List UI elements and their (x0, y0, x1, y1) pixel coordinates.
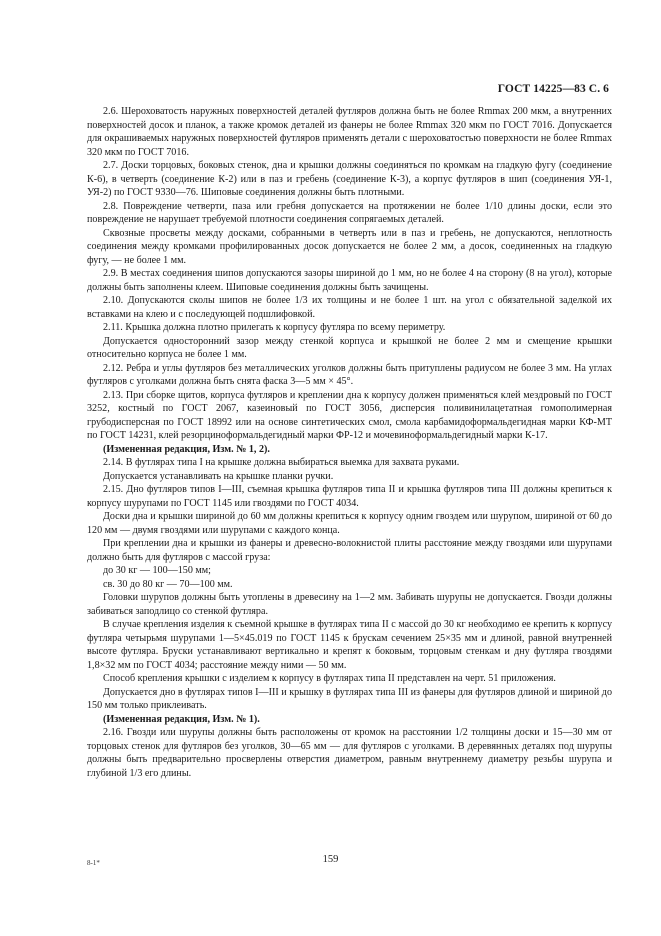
paragraph: 2.8. Повреждение четверти, паза или гребня допускается на протяжении не более 1/10 длины доски, если это повреждение не нарушает требуемой плотности соединения сопрягаемых деталей. (87, 200, 612, 225)
paragraph: Способ крепления крышки с изделием к корпусу в футлярах типа II представлен на черт. 51 приложения. (103, 673, 556, 684)
paragraph: Сквозные просветы между досками, собранными в четверть или в паз и гребень, не допускаются, неплотность соединения между кромками профилированных досок допускается не более 2 мм, а досок, соединенных на гладкую фугу, — не более 1 мм. (87, 227, 612, 266)
paragraph: Допускается односторонний зазор между стенкой корпуса и крышкой не более 2 мм и смещение крышки относительно корпуса не более 1 мм. (87, 335, 612, 360)
paragraph: 2.7. Доски торцовых, боковых стенок, дна и крышки должны соединяться по кромкам на гладкую фугу (соединение К-6), в четверть (соединение К-2) или в паз и гребень (соединение К-3), а корпус футляров в шип (соединения УЯ-1, УЯ-2) по ГОСТ 9330—76. Шиповые соединения должны быть плотными. (87, 160, 612, 198)
amendment-note: (Измененная редакция, Изм. № 1). (103, 713, 260, 725)
page-header: ГОСТ 14225—83 С. 6 (497, 83, 609, 95)
amendment-note: (Измененная редакция, Изм. № 1, 2). (103, 443, 270, 455)
paragraph: Допускается дно в футлярах типов I—III и крышку в футлярах типа III из фанеры для футляров длиной и шириной до 150 мм только приклеивать. (87, 686, 612, 711)
paragraph: до 30 кг — 100—150 мм; (103, 565, 211, 576)
paragraph: 2.6. Шероховатость наружных поверхностей деталей футляров должна быть не более Rmmax 200 мкм, а внутренних поверхностей досок и планок, а также кромок деталей из фанеры не более Rmmax 320 мкм по ГОСТ 7016. Допускается для окрашиваемых наружных поверхностей футляров применять детали с шероховатостью поверхности не более Rmmax 320 мкм по ГОСТ 7016. (87, 106, 612, 158)
paragraph: 2.9. В местах соединения шипов допускаются зазоры шириной до 1 мм, но не более 4 на сторону (8 на угол), которые должны быть заполнены клеем. Шиповые соединения должны быть зачищены. (87, 268, 612, 293)
paragraph: 2.12. Ребра и углы футляров без металлических уголков должны быть притуплены радиусом не более 3 мм. На углах футляров с уголками должна быть снята фаска 3—5 мм × 45°. (87, 362, 612, 387)
page-number: 159 (322, 854, 339, 865)
paragraph: 2.15. Дно футляров типов I—III, съемная крышка футляров типа II и крышка футляров типа III должны крепиться к корпусу шурупами по ГОСТ 1145 или гвоздями по ГОСТ 4034. (87, 484, 612, 509)
paragraph: 2.10. Допускаются сколы шипов не более 1/3 их толщины и не более 1 шт. на угол с обязательной заделкой их вставками на клею и с последующей подшлифовкой. (87, 295, 612, 320)
print-signature: 8-1* (87, 859, 100, 867)
paragraph: Головки шурупов должны быть утоплены в древесину на 1—2 мм. Забивать шурупы не допускается. Гвозди должны забиваться заподлицо со стенкой футляра. (87, 592, 612, 617)
paragraph: При креплении дна и крышки из фанеры и древесно-волокнистой плиты расстояние между гвоздями или шурупами должно быть для футляров с массой груза: (87, 538, 612, 563)
paragraph: Допускается устанавливать на крышке планки ручки. (103, 470, 334, 482)
paragraph: В случае крепления изделия к съемной крышке в футлярах типа II с массой до 30 кг необходимо ее крепить к корпусу футляра четырьмя шурупами 1—5×45.019 по ГОСТ 1145 к брускам сечением 25×35 мм и длиной, равной внутренней высоте футляра. Бруски устанавливают вертикально и крепят к боковым, торцовым стенкам и дну футляра гвоздями 1,8×32 мм по ГОСТ 4034; расстояние между ними — 50 мм. (87, 619, 612, 671)
paragraph: 2.14. В футлярах типа I на крышке должна выбираться выемка для захвата руками. (103, 457, 460, 468)
document-body (87, 105, 612, 780)
paragraph: св. 30 до 80 кг — 70—100 мм. (103, 578, 233, 590)
paragraph: 2.16. Гвозди или шурупы должны быть расположены от кромок на расстоянии 1/2 толщины доски и 15—30 мм от торцовых стенок для футляров без уголков, 30—65 мм — для футляров с уголками. В деревянных деталях под шурупы должны быть предварительно просверлены отверстия диаметром, равным внутреннему диаметру резьбы шурупа и глубиной 1/3 его длины. (87, 727, 612, 779)
paragraph: 2.11. Крышка должна плотно прилегать к корпусу футляра по всему периметру. (103, 322, 446, 333)
paragraph: 2.13. При сборке щитов, корпуса футляров и креплении дна к корпусу должен применяться клей мездровый по ГОСТ 3252, костный по ГОСТ 2067, казеиновый по ГОСТ 3056, дисперсия поливинилацетатная гомополимерная грубодисперсная по ГОСТ 18992 или на основе синтетических смол, смола карбамидоформальдегидная марки КФ-МТ по ГОСТ 14231, клей резорциноформальдегидный марки ФР-12 и мочевиноформальдегидный марки К-17. (87, 389, 612, 441)
paragraph: Доски дна и крышки шириной до 60 мм должны крепиться к корпусу одним гвоздем или шурупом, шириной от 60 до 120 мм — двумя гвоздями или шурупами с каждого конца. (87, 511, 612, 536)
